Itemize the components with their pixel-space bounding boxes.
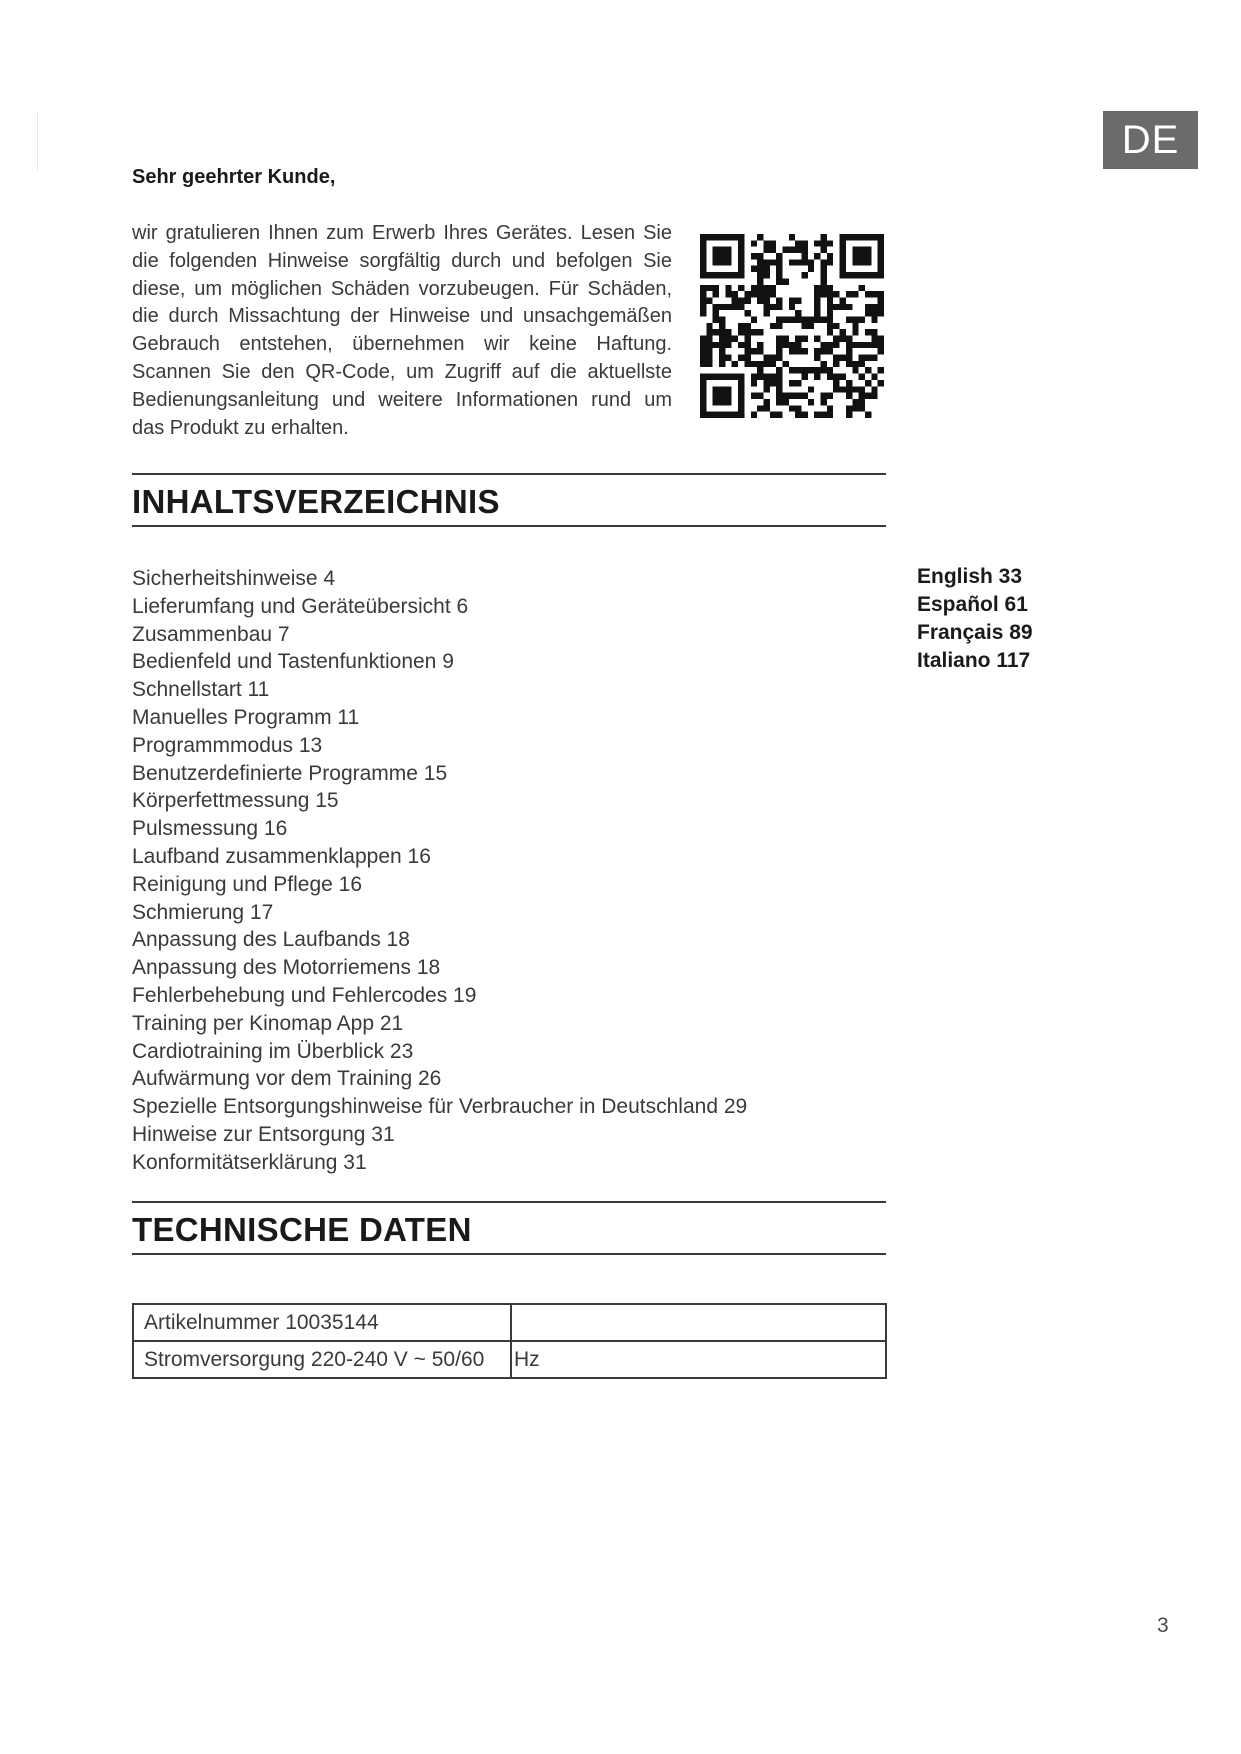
toc-item[interactable]: Konformitätserklärung 31: [132, 1150, 367, 1174]
spec-power-unit: Hz: [511, 1341, 886, 1378]
page-number: 3: [1157, 1614, 1169, 1637]
toc-item[interactable]: Schnellstart 11: [132, 678, 270, 702]
spec-article-value: [511, 1304, 886, 1341]
language-index-item[interactable]: Français 89: [917, 621, 1033, 644]
toc-item[interactable]: Cardiotraining im Überblick 23: [132, 1039, 414, 1063]
toc-list: [132, 565, 747, 1177]
language-index-item[interactable]: Español 61: [917, 593, 1028, 616]
tech-rule-bottom: [132, 1253, 886, 1255]
language-tag: DE: [1103, 111, 1198, 169]
toc-item[interactable]: Spezielle Entsorgungshinweise für Verbraucher in Deutschland 29: [132, 1095, 748, 1119]
toc-item[interactable]: Schmierung 17: [132, 900, 274, 924]
language-index-item[interactable]: Italiano 117: [917, 649, 1031, 672]
qr-code[interactable]: [700, 234, 884, 418]
toc-item[interactable]: Lieferumfang und Geräteübersicht 6: [132, 594, 469, 618]
toc-item[interactable]: Zusammenbau 7: [132, 622, 290, 646]
intro-paragraph: wir gratulieren Ihnen zum Erwerb Ihres Gerätes. Lesen Sie die folgenden Hinweise sorgfältig durch und befolgen Sie diese, um möglichen Schäden vorzubeugen. Für Schäden, die durch Missachtung der Hinweise und unsachgemäßen Gebrauch entstehen, übernehmen wir keine Haftung. Scannen Sie den QR-Code, um Zugriff auf die aktuellste Bedienungsanleitung und weitere Informationen rund um das Produkt zu erhalten.: [132, 222, 672, 439]
spec-power-supply: Stromversorgung 220-240 V ~ 50/60: [133, 1341, 511, 1378]
toc-item[interactable]: Anpassung des Motorriemens 18: [132, 956, 441, 980]
toc-item[interactable]: Programmmodus 13: [132, 733, 323, 757]
toc-title: INHALTSVERZEICHNIS: [132, 483, 500, 520]
spec-row-power: [133, 1341, 886, 1378]
spec-row-article: [133, 1304, 886, 1341]
language-index-item[interactable]: English 33: [917, 565, 1023, 588]
margin-line: [37, 112, 38, 170]
toc-rule-top: [132, 473, 886, 475]
tech-title: TECHNISCHE DATEN: [132, 1211, 472, 1248]
toc-item[interactable]: Manuelles Programm 11: [132, 705, 360, 729]
toc-item[interactable]: Laufband zusammenklappen 16: [132, 844, 431, 868]
toc-item[interactable]: Hinweise zur Entsorgung 31: [132, 1122, 395, 1146]
toc-item[interactable]: Aufwärmung vor dem Training 26: [132, 1067, 442, 1091]
tech-rule-top: [132, 1201, 886, 1203]
toc-item[interactable]: Benutzerdefinierte Programme 15: [132, 761, 448, 785]
toc-item[interactable]: Pulsmessung 16: [132, 817, 288, 841]
spec-table: [132, 1303, 887, 1379]
toc-rule-bottom: [132, 525, 886, 527]
spec-article-number: Artikelnummer 10035144: [133, 1304, 511, 1341]
toc-item[interactable]: Bedienfeld und Tastenfunktionen 9: [132, 650, 454, 674]
language-index: [917, 563, 1033, 675]
toc-item[interactable]: Reinigung und Pflege 16: [132, 872, 363, 896]
toc-item[interactable]: Körperfettmessung 15: [132, 789, 339, 813]
toc-item[interactable]: Anpassung des Laufbands 18: [132, 928, 410, 952]
toc-item[interactable]: Training per Kinomap App 21: [132, 1011, 404, 1035]
toc-item[interactable]: Fehlerbehebung und Fehlercodes 19: [132, 983, 477, 1007]
salutation: Sehr geehrter Kunde,: [132, 166, 336, 188]
toc-item[interactable]: Sicherheitshinweise 4: [132, 567, 336, 590]
